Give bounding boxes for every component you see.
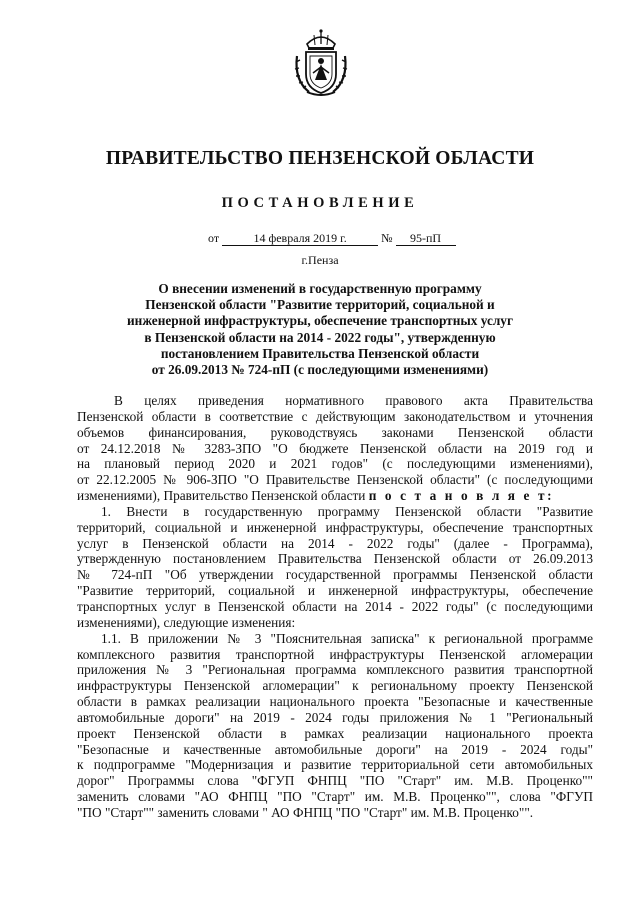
body-line: транспортных услуг в Пензенской области на 2014 - 2022 годы" (с последующими [77, 598, 593, 614]
body-line: объемов финансирования, руководствуясь законами Пензенской области [77, 424, 593, 440]
body-line: инфраструктуры Пензенской агломерации" к региональному проекту Пензенской [77, 678, 593, 694]
decree-number: 95-пП [396, 232, 456, 246]
body-line: "Безопасные и качественные автомобильные дороги" на 2019 - 2024 годы" [77, 741, 593, 757]
body-line: "Развитие территорий, социальной и инженерной инфраструктуры, обеспечение [77, 583, 593, 599]
title-line: в Пензенской области на 2014 - 2022 годы", утвержденную [144, 329, 496, 345]
body-line: утвержденную постановлением Правительства Пензенской области от 26.09.2013 [77, 551, 593, 567]
body-line: комплексного развития транспортной инфраструктуры Пензенской агломерации [77, 646, 593, 662]
government-name: ПРАВИТЕЛЬСТВО ПЕНЗЕНСКОЙ ОБЛАСТИ [105, 148, 535, 169]
body-line: № 724-пП "Об утверждении государственной программы Пензенской области [77, 567, 593, 583]
body-line: услуг в Пензенской области на 2014 - 2022 годы" (далее - Программа), [77, 535, 593, 551]
body-line: 1.1. В приложении № 3 "Пояснительная записка" к региональной программе [101, 630, 593, 646]
city: г.Пенза [301, 253, 339, 267]
body-line: автомобильные дороги" на 2019 - 2024 годы приложения № 1 "Региональный [77, 709, 593, 725]
body-line: Пензенской области в соответствие с действующим законодательством и уточнения [77, 408, 593, 424]
resolves-keyword: п о с т а н о в л я е т: [368, 488, 555, 504]
body-line: В целях приведения нормативного правового акта Правительства [114, 393, 593, 408]
body-text: изменениями), Правительство Пензенской области [77, 488, 369, 504]
body-line: приложения № 3 "Региональная программа комплексного развития транспортной [77, 662, 593, 678]
body-line: изменениями), следующие изменения: [77, 614, 296, 630]
body-line: области в рамках реализации национального проекта "Безопасные и качественные [77, 694, 593, 710]
penza-coat-of-arms-icon [291, 28, 351, 98]
body-line: от 22.12.2005 № 906-ЗПО "О Правительстве Пензенской области" (с последующими [77, 472, 593, 488]
number-sign: № [381, 231, 393, 245]
body-line: 1. Внести в государственную программу Пензенской области "Развитие [101, 503, 593, 519]
document-body [77, 393, 593, 821]
title-line: О внесении изменений в государственную программу [158, 281, 482, 296]
document-title [120, 281, 520, 378]
body-line: заменить словами "АО ФНПЦ "ПО "Старт" им. М.В. Проценко"", слова "ФГУП [77, 789, 593, 805]
date-number-line [208, 231, 456, 246]
date-prefix: от [208, 231, 220, 245]
body-line: проект Пензенской области в рамках реализации национального проекта [77, 725, 593, 741]
decree-date: 14 февраля 2019 г. [222, 232, 378, 246]
body-line: территорий, социальной и инженерной инфраструктуры, обеспечение транспортных [77, 519, 593, 535]
body-line: на плановый период 2020 и 2021 годов" (с последующими изменениями), [77, 456, 593, 472]
body-line: от 24.12.2018 № 3283-ЗПО "О бюджете Пензенской области на 2019 год и [77, 440, 593, 456]
body-line [77, 488, 593, 504]
title-line: от 26.09.2013 № 724-пП (с последующими изменениями) [151, 362, 489, 378]
body-line: к подпрограмме "Модернизация и развитие территориальной сети автомобильных [77, 757, 593, 773]
body-line: "ПО "Старт"" заменить словами " АО ФНПЦ "ПО "Старт" им. М.В. Проценко"". [77, 804, 534, 820]
body-line: дорог" Программы слова "ФГУП ФНПЦ "ПО "Старт" им. М.В. Проценко"" [77, 773, 593, 789]
title-line: инженерной инфраструктуры, обеспечение транспортных услуг [127, 313, 513, 329]
title-line: постановлением Правительства Пензенской области [160, 345, 480, 361]
title-line: Пензенской области "Развитие территорий, социальной и [145, 297, 495, 313]
document-type: ПОСТАНОВЛЕНИЕ [221, 195, 419, 211]
